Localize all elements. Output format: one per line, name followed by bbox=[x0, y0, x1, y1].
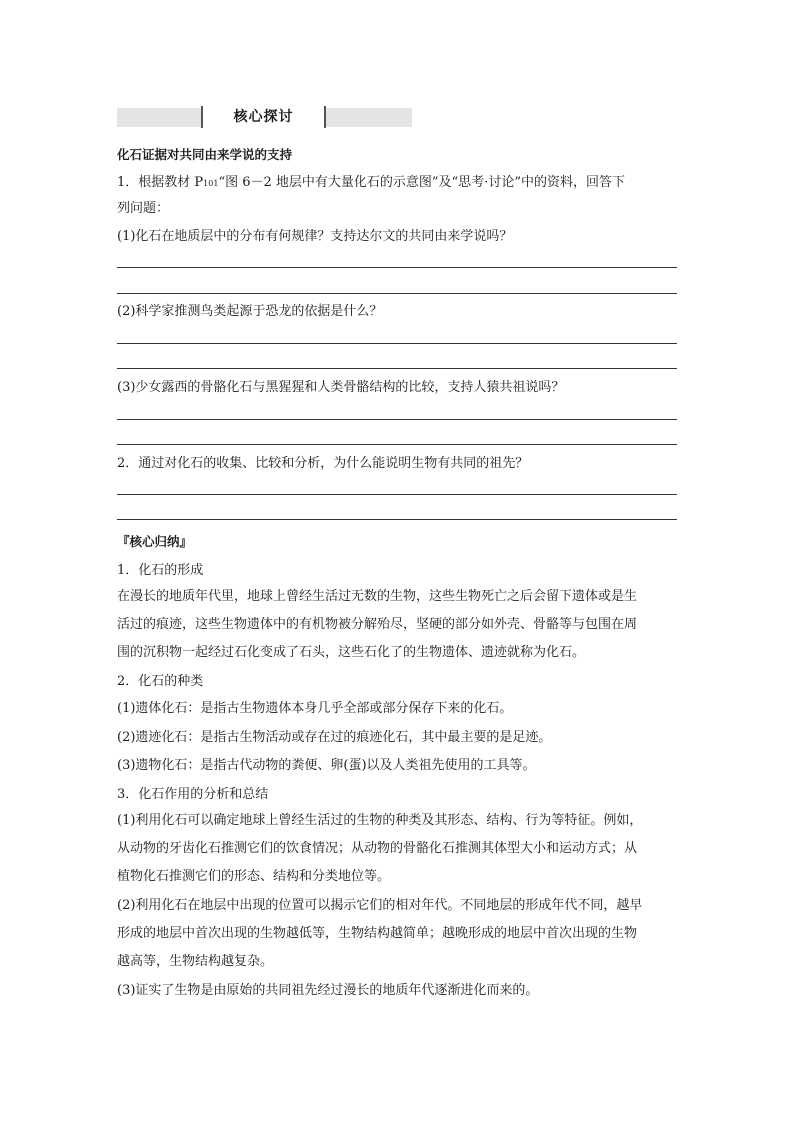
answer-line bbox=[117, 419, 677, 420]
summary-paragraph: 从动物的牙齿化石推测它们的饮食情况；从动物的骨骼化石推测其体型大小和运动方式；从 bbox=[117, 841, 638, 856]
answer-line bbox=[117, 519, 677, 520]
summary-paragraph: 围的沉积物一起经过石化变成了石头，这些石化了的生物遗体、遗迹就称为化石。 bbox=[117, 645, 586, 660]
answer-line bbox=[117, 368, 677, 369]
summary-paragraph: 越高等，生物结构越复杂。 bbox=[117, 954, 274, 969]
summary-paragraph: (2)利用化石在地层中出现的位置可以揭示它们的相对年代。不同地层的形成年代不同，越早 bbox=[117, 898, 643, 913]
summary-subheading-3: 3．化石作用的分析和总结 bbox=[117, 787, 269, 802]
question-2: 2．通过对化石的收集、比较和分析，为什么能说明生物有共同的祖先？ bbox=[117, 456, 529, 471]
summary-paragraph: (3)证实了生物是由原始的共同祖先经过漫长的地质年代逐渐进化而来的。 bbox=[117, 983, 539, 998]
fossil-type-item: (2)遗迹化石：是指古生物活动或存在过的痕迹化石，其中最主要的是足迹。 bbox=[117, 730, 552, 745]
summary-paragraph: (1)利用化石可以确定地球上曾经生活过的生物的种类及其形态、结构、行为等特征。例如， bbox=[117, 813, 643, 828]
question-1-line1: 1．根据教材 P101“图 6－2 地层中有大量化石的示意图”及“思考·讨论”中的资料，回答下 bbox=[117, 175, 625, 190]
summary-paragraph: 形成的地层中首次出现的生物越低等，生物结构越简单；越晚形成的地层中首次出现的生物 bbox=[117, 926, 638, 941]
sub-question-3: (3)少女露西的骨骼化石与黑猩猩和人类骨骼结构的比较，支持人猿共祖说吗？ bbox=[117, 380, 565, 395]
sub-question-2: (2)科学家推测鸟类起源于恐龙的依据是什么？ bbox=[117, 304, 383, 319]
summary-paragraph: 活过的痕迹，这些生物遗体中的有机物被分解殆尽，坚硬的部分如外壳、骨骼等与包围在周 bbox=[117, 617, 638, 632]
answer-line bbox=[117, 444, 677, 445]
summary-heading: 『核心归纳』 bbox=[117, 534, 193, 549]
answer-line bbox=[117, 293, 677, 294]
answer-line bbox=[117, 494, 677, 495]
fossil-type-item: (1)遗体化石：是指古生物遗体本身几乎全部或部分保存下来的化石。 bbox=[117, 701, 513, 716]
answer-line bbox=[117, 343, 677, 344]
topic-heading: 化石证据对共同由来学说的支持 bbox=[117, 147, 293, 162]
summary-subheading-1: 1．化石的形成 bbox=[117, 563, 204, 578]
summary-paragraph: 在漫长的地质年代里，地球上曾经生活过无数的生物，这些生物死亡之后会留下遗体或是生 bbox=[117, 589, 638, 604]
summary-subheading-2: 2．化石的种类 bbox=[117, 674, 204, 689]
question-1-line2: 列问题： bbox=[117, 201, 170, 216]
answer-line bbox=[117, 267, 677, 268]
sub-question-1: (1)化石在地质层中的分布有何规律？支持达尔文的共同由来学说吗？ bbox=[117, 229, 513, 244]
summary-paragraph: 植物化石推测它们的形态、结构和分类地位等。 bbox=[117, 869, 391, 884]
section-title: 核心探讨 bbox=[201, 106, 326, 128]
fossil-type-item: (3)遗物化石：是指古代动物的粪便、卵(蛋)以及人类祖先使用的工具等。 bbox=[117, 758, 536, 773]
